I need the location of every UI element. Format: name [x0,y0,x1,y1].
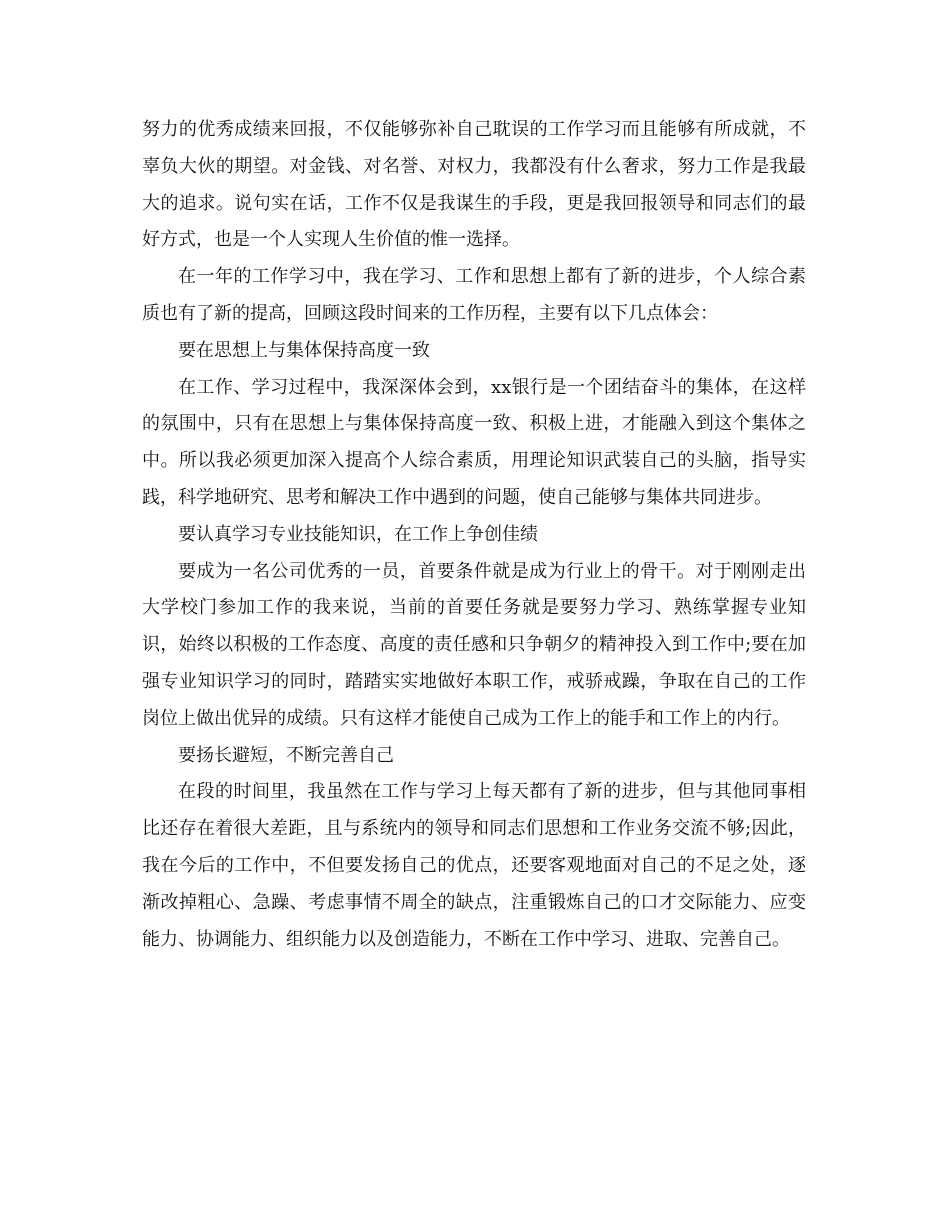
paragraph-1: 努力的优秀成绩来回报，不仅能够弥补自己耽误的工作学习而且能够有所成就，不辜负大伙的期望。对金钱、对名誉、对权力，我都没有什么奢求，努力工作是我最大的追求。说句实在话，工作不仅是我谋生的手段，更是我回报领导和同志们的最好方式，也是一个人实现人生价值的惟一选择。 [142,119,806,251]
document-page [142,112,806,958]
section-heading-3: 要扬长避短，不断完善自己 [178,744,394,766]
paragraph-3: 在工作、学习过程中，我深深体会到，xx银行是一个团结奋斗的集体，在这样的氛围中，只有在思想上与集体保持高度一致、积极上进，才能融入到这个集体之中。所以我必须更加深入提高个人综合素质，用理论知识武装自己的头脑，指导实践，科学地研究、思考和解决工作中遇到的问题，使自己能够与集体共同进步。 [142,376,806,508]
section-heading-2: 要认真学习专业技能知识，在工作上争创佳绩 [178,523,538,545]
paragraph-2: 在一年的工作学习中，我在学习、工作和思想上都有了新的进步，个人综合素质也有了新的提高，回顾这段时间来的工作历程，主要有以下几点体会： [142,266,806,324]
paragraph-5: 在段的时间里，我虽然在工作与学习上每天都有了新的进步，但与其他同事相比还存在着很大差距，且与系统内的领导和同志们思想和工作业务交流不够;因此，我在今后的工作中，不但要发扬自己的优点，还要客观地面对自己的不足之处，逐渐改掉粗心、急躁、考虑事情不周全的缺点，注重锻炼自己的口才交际能力、应变能力、协调能力、组织能力以及创造能力，不断在工作中学习、进取、完善自己。 [142,781,806,950]
paragraph-4: 要成为一名公司优秀的一员，首要条件就是成为行业上的骨干。对于刚刚走出大学校门参加工作的我来说，当前的首要任务就是要努力学习、熟练掌握专业知识，始终以积极的工作态度、高度的责任感和只争朝夕的精神投入到工作中;要在加强专业知识学习的同时，踏踏实实地做好本职工作，戒骄戒躁，争取在自己的工作岗位上做出优异的成绩。只有这样才能使自己成为工作上的能手和工作上的内行。 [142,560,806,729]
section-heading-1: 要在思想上与集体保持高度一致 [178,339,430,361]
